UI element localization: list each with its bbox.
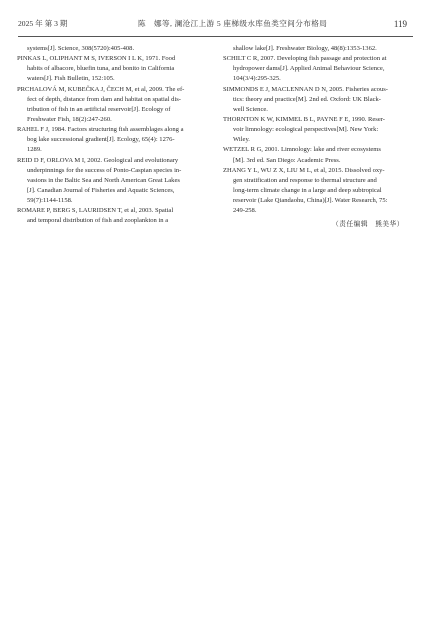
reference-line: bog lake successional gradient[J]. Ecology, 65(4): 1276- — [27, 136, 175, 144]
reference-line: habits of albacore, bluefin tuna, and bonito in California — [27, 65, 175, 73]
running-title: 陈 娜等, 澜沧江上游 5 座梯级水库鱼类空间分布格局 — [138, 19, 328, 28]
references-right-column — [223, 44, 410, 230]
reference-line: 1289. — [27, 146, 42, 154]
reference-line: well Science. — [233, 105, 268, 113]
reference-line: vasions in the Baltic Sea and North American Great Lakes — [27, 176, 180, 184]
reference-line: [J]. Canadian Journal of Fisheries and Aquatic Sciences, — [27, 186, 175, 194]
reference-line: long-term climate change in a large and deep subtropical — [233, 186, 382, 194]
header-rule — [18, 36, 413, 37]
reference-line: voir limnology: ecological perspectives[M]. New York: — [233, 126, 379, 134]
reference-line: PRCHALOVÁ M, KUBEČKA J, ČECH M, et al, 2009. The ef- — [17, 85, 185, 93]
reference-line: 59(7):1144-1158. — [27, 197, 73, 205]
reference-line: [M]. 3rd ed. San Diego: Academic Press. — [233, 156, 341, 164]
reference-line: THORNTON K W, KIMMEL B L, PAYNE F E, 1990. Reser- — [223, 115, 385, 123]
reference-line: 249-258. — [233, 207, 257, 215]
reference-line: gen stratification and response to thermal structure and — [233, 176, 377, 184]
reference-line: 104(3/4):295-325. — [233, 75, 281, 83]
reference-line: fect of depth, distance from dam and habitat on spatial dis- — [27, 95, 181, 103]
reference-line: RAHEL F J, 1984. Factors structuring fish assemblages along a — [17, 126, 184, 134]
reference-line: underpinnings for the success of Ponto-Caspian species in- — [27, 166, 182, 174]
reference-line: ROMARE P, BERG S, LAURIDSEN T, et al, 2003. Spatial — [17, 207, 174, 215]
reference-line: hydropower dams[J]. Applied Animal Behaviour Science, — [233, 65, 385, 73]
reference-line: tics: theory and practice[M]. 2nd ed. Oxford: UK Black- — [233, 95, 381, 103]
issue-label: 2025 年 第 3 期 — [18, 19, 68, 28]
reference-line: tribution of fish in an artificial reservoir[J]. Ecology of — [27, 105, 171, 113]
reference-line: SCHILT C R, 2007. Developing fish passage and protection at — [223, 55, 387, 63]
reference-line: ZHANG Y L, WU Z X, LIU M L, et al, 2015. Dissolved oxy- — [223, 166, 385, 174]
reference-line: shallow lake[J]. Freshwater Biology, 48(8):1353-1362. — [233, 45, 377, 52]
reference-line: waters[J]. Fish Bulletin, 152:105. — [27, 75, 115, 83]
page-number: 119 — [393, 19, 407, 29]
references-left-column — [17, 44, 199, 227]
reference-line: reservoir (Lake Qiandaohu, China)[J]. Water Research, 75: — [233, 197, 388, 205]
reference-line: Freshwater Fish, 18(2):247-260. — [27, 115, 112, 123]
reference-line: SIMMONDS E J, MACLENNAN D N, 2005. Fisheries acous- — [223, 85, 388, 93]
reference-line: and temporal distribution of fish and zooplankton in a — [27, 217, 169, 225]
running-header — [18, 17, 413, 31]
reference-line: PINKAS L, OLIPHANT M S, IVERSON I L K, 1971. Food — [17, 55, 176, 63]
reference-line: REID D F, ORLOVA M I, 2002. Geological and evolutionary — [17, 156, 179, 164]
reference-line: WETZEL R G, 2001. Limnology: lake and river ecosystems — [223, 146, 381, 154]
editor-note: （责任编辑 熊美华） — [332, 220, 404, 229]
reference-line: Wiley. — [233, 136, 250, 144]
reference-line: systems[J]. Science, 308(5720):405-408. — [27, 45, 135, 52]
references-right-lines — [223, 44, 410, 216]
